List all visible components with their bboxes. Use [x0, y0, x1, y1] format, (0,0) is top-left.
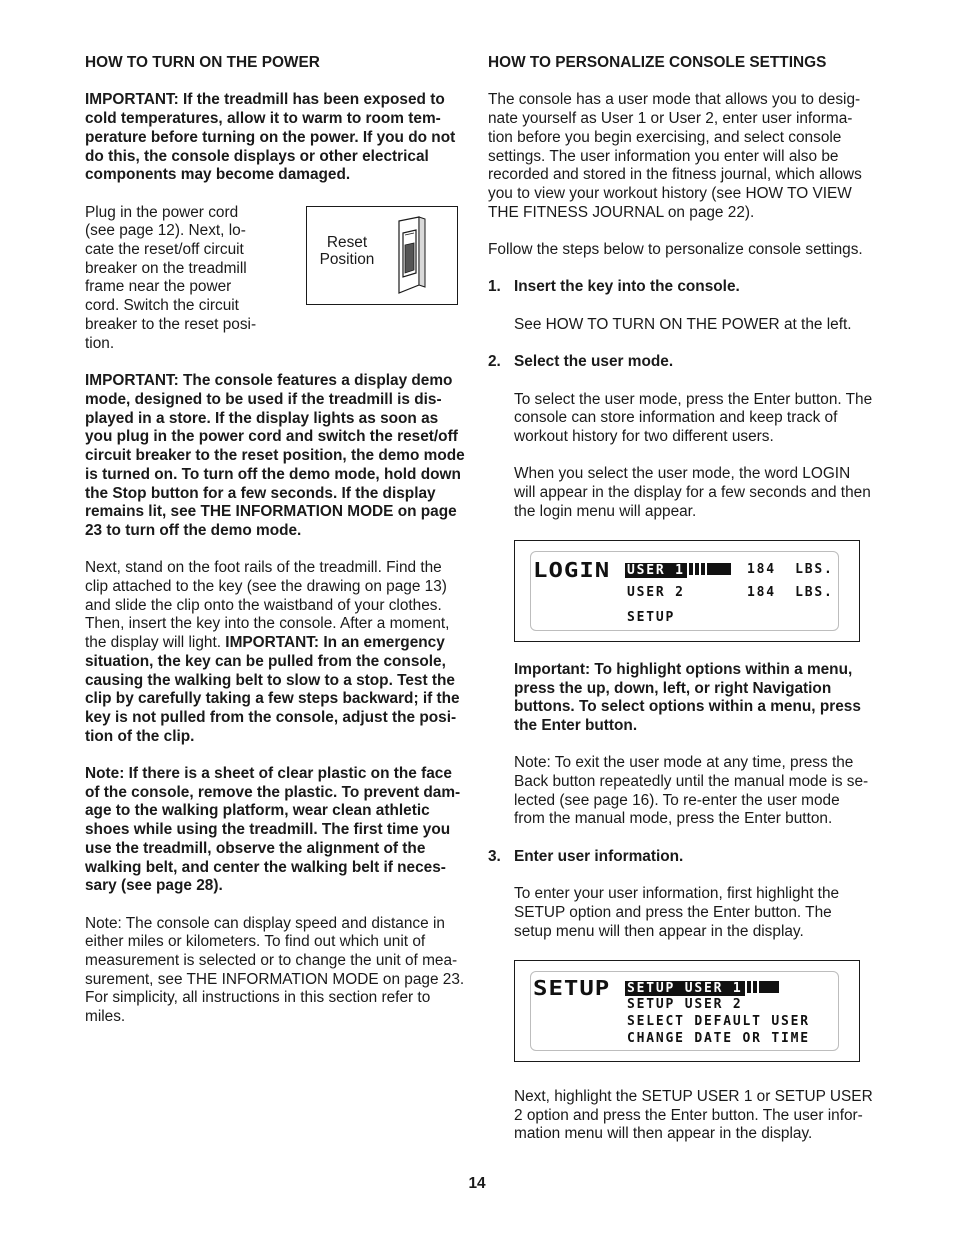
- step-2-title: Select the user mode.: [514, 353, 674, 371]
- setup-display: [514, 960, 860, 1062]
- highlight-bar: [695, 563, 699, 575]
- step-3-text-b: Next, highlight the SETUP USER 1 or SETUP USER 2 option and press the Enter button. The user infor-mation menu will then appear in the display.: [514, 1088, 873, 1143]
- left-column: [85, 54, 467, 1046]
- login-user-2-weight: 184 LBS.: [747, 585, 834, 601]
- login-setup: SETUP: [627, 610, 676, 626]
- note-exit-user-mode: Note: To exit the user mode at any time, press the Back button repeatedly until the manual mode is se-lected (see page 16). To re-enter the user mode from the manual mode, press the Enter button.: [514, 754, 869, 828]
- setup-item-1: SETUP USER 1: [627, 981, 743, 997]
- login-display-title: LOGIN: [533, 558, 611, 583]
- step-3-text-a: To enter your user information, first highlight the SETUP option and press the Enter button. The setup menu will then appear in the display.: [514, 885, 840, 940]
- page-number: 14: [468, 1175, 486, 1192]
- step-3: [488, 848, 873, 867]
- right-column: [488, 54, 873, 1163]
- step-2-text-a: To select the user mode, press the Enter button. The console can store information and keep track of workout history for two different users.: [514, 390, 873, 445]
- reset-position-illustration: [306, 206, 458, 305]
- circuit-breaker-switch-icon: [393, 215, 433, 295]
- setup-item-4: CHANGE DATE OR TIME: [627, 1031, 810, 1047]
- setup-item-1-row: [625, 981, 779, 996]
- step-2-text-b: When you select the user mode, the word LOGIN will appear in the display for a few seconds and then the login menu will appear.: [514, 465, 871, 520]
- setup-display-wrapper: [488, 960, 873, 1062]
- login-display: [514, 540, 860, 642]
- step-3-title: Enter user information.: [514, 847, 684, 865]
- highlight-bar: [759, 981, 779, 993]
- reset-position-label: [319, 234, 375, 268]
- setup-item-2: SETUP USER 2: [627, 997, 743, 1013]
- highlight-bar: [707, 563, 731, 575]
- highlight-bar: [747, 981, 751, 993]
- important-cold-warning: IMPORTANT: If the treadmill has been exposed to cold temperatures, allow it to warm to room tem-perature before turning on the power. If you do not do this, the console displays or other electrical components may become damaged.: [85, 91, 456, 184]
- step-2-number: 2.: [488, 353, 501, 371]
- emergency-key-warning: IMPORTANT: In an emergency situation, the key can be pulled from the console, causing the walking belt to slow to a stop. Test the clip by carefully taking a few steps backward; if the key is not pulled from the console, adjust the posi-tion of the clip.: [85, 634, 460, 745]
- highlight-bar: [701, 563, 705, 575]
- login-display-wrapper: [488, 540, 873, 642]
- login-user-1-row: [625, 563, 731, 578]
- power-heading: HOW TO TURN ON THE POWER: [85, 54, 320, 71]
- important-navigation: Important: To highlight options within a menu, press the up, down, left, or right Navigation buttons. To select options within a menu, press the Enter button.: [514, 660, 861, 734]
- reset-label-line-2: Position: [319, 250, 375, 268]
- note-units: Note: The console can display speed and distance in either miles or kilometers. To find out which unit of measurement is selected or to change the unit of mea-surement, see THE INFORMATION MODE on page 23. For simplicity, all instructions in this section refer to miles.: [85, 914, 465, 1026]
- highlight-bar: [689, 563, 693, 575]
- step-1-number: 1.: [488, 278, 501, 296]
- step-3-number: 3.: [488, 847, 501, 865]
- note-clear-plastic: Note: If there is a sheet of clear plastic on the face of the console, remove the plastic. To prevent dam-age to the walking platform, wear clean athletic shoes while using the treadmill. The first time you use the treadmill, observe the alignment of the walking belt, and center the walking belt if neces-sary (see page 28).: [85, 765, 461, 895]
- step-2: [488, 353, 873, 372]
- follow-steps-text: Follow the steps below to personalize console settings.: [488, 241, 863, 258]
- important-demo-mode: IMPORTANT: The console features a display demo mode, designed to be used if the treadmill is dis-played in a store. If the display lights as soon as you plug in the power cord and switch the reset/off circuit breaker to the reset position, the demo mode is turned on. To turn off the demo mode, hold down the Stop button for a few seconds. If the display remains lit, see THE INFORMATION MODE on page 23 to turn off the demo mode.: [85, 372, 465, 539]
- login-user-2: USER 2: [627, 585, 685, 601]
- step-1: [488, 278, 873, 297]
- personalize-intro: The console has a user mode that allows you to desig-nate yourself as User 1 or User 2, enter user informa-tion before you begin exercising, and select console settings. The user information you enter will also be recorded and stored in the fitness journal, which allows you to view your workout history (see HOW TO VIEW THE FITNESS JOURNAL on page 22).: [488, 91, 862, 221]
- power-row: [85, 204, 467, 354]
- login-user-1: USER 1: [627, 563, 685, 579]
- personalize-heading: HOW TO PERSONALIZE CONSOLE SETTINGS: [488, 54, 827, 71]
- reset-label-line-1: Reset: [326, 233, 368, 251]
- plug-in-instructions: Plug in the power cord (see page 12). Next, lo-cate the reset/off circuit breaker on the treadmill frame near the power cord. Switch the circuit breaker to the reset posi-tion.: [85, 203, 257, 352]
- highlight-bar: [753, 981, 757, 993]
- step-1-text: See HOW TO TURN ON THE POWER at the left.: [514, 315, 852, 333]
- stand-on-text: Next, stand on the foot rails of the treadmill. Find the clip attached to the key (see the drawing on page 13) and slide the clip onto the waistband of your clothes. Then, insert the key into the console. After a moment, the display will light.: [85, 559, 450, 652]
- setup-display-title: SETUP: [533, 976, 611, 1001]
- setup-item-3: SELECT DEFAULT USER: [627, 1014, 810, 1030]
- step-1-title: Insert the key into the console.: [514, 278, 740, 296]
- stand-on-treadmill-paragraph: [85, 559, 467, 746]
- login-user-1-weight: 184 LBS.: [747, 562, 834, 578]
